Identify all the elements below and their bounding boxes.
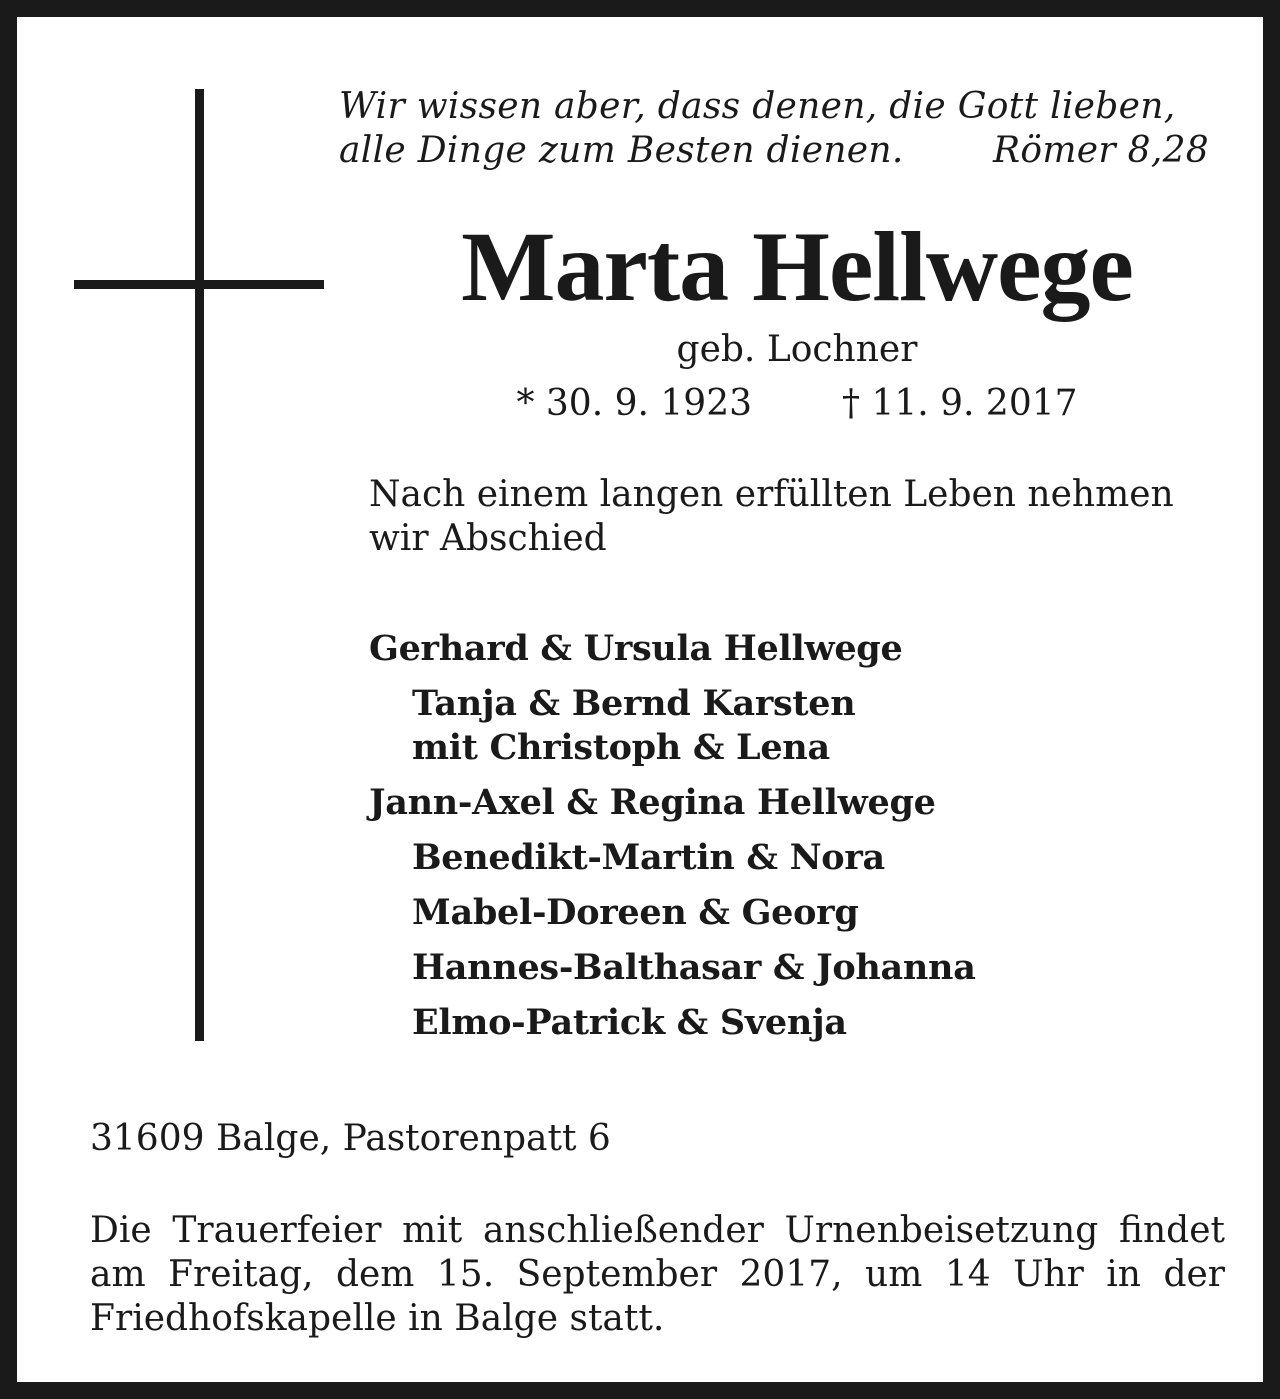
mourners-list <box>369 627 1249 1045</box>
life-dates <box>339 383 1255 425</box>
bible-verse <box>339 85 1225 173</box>
mourner-entry: Tanja & Bernd Karsten <box>412 683 856 724</box>
death-date: † 11. 9. 2017 <box>842 383 1078 424</box>
cross-icon-vertical <box>195 89 204 1041</box>
farewell-text <box>369 473 1249 561</box>
maiden-name: geb. Lochner <box>676 329 918 370</box>
deceased-name: Marta Hellwege <box>461 211 1133 322</box>
verse-line-2 <box>339 129 1225 173</box>
cross-icon-horizontal <box>74 280 324 289</box>
mourner-entry: Hannes-Balthasar & Johanna <box>412 947 976 988</box>
mourner-group-head: Gerhard & Ursula Hellwege <box>369 628 903 669</box>
mourner-entry: Mabel-Doreen & Georg <box>412 892 859 933</box>
birth-date: * 30. 9. 1923 <box>516 383 752 424</box>
farewell-line-1: Nach einem langen erfüllten Leben nehmen <box>369 474 1174 515</box>
verse-reference: Römer 8,28 <box>992 130 1209 171</box>
family-address: 31609 Balge, Pastorenpatt 6 <box>90 1118 611 1159</box>
verse-line-1: Wir wissen aber, dass denen, die Gott lieben, <box>339 86 1176 127</box>
mourner-entry: Elmo-Patrick & Svenja <box>412 1002 847 1043</box>
mourner-entry: mit Christoph & Lena <box>412 727 830 768</box>
funeral-notice: Die Trauerfeier mit anschließender Urnenbeisetzung findet am Freitag, dem 15. September 2017, um 14 Uhr in der Friedhofskapelle in Balge statt. <box>90 1210 1225 1339</box>
verse-line-2-text: alle Dinge zum Besten dienen. <box>339 130 904 171</box>
mourner-group-head: Jann-Axel & Regina Hellwege <box>369 782 936 823</box>
farewell-line-2: wir Abschied <box>369 518 607 559</box>
mourner-entry: Benedikt-Martin & Nora <box>412 837 885 878</box>
